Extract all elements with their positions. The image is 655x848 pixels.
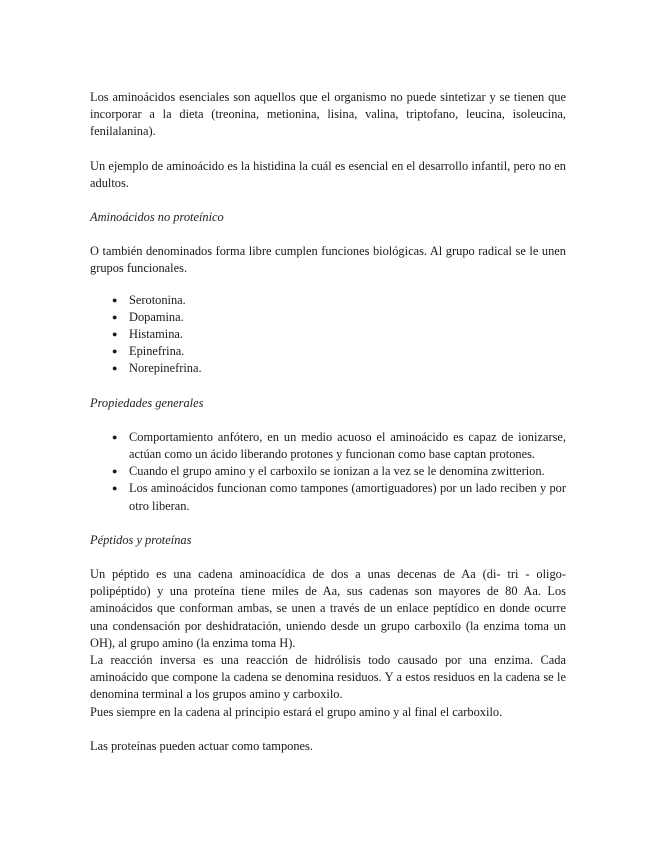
bullet-icon: ●: [112, 329, 118, 340]
list-item: ● Epinefrina.: [90, 343, 566, 360]
list-item: ● Dopamina.: [90, 309, 566, 326]
bullet-icon: ●: [112, 431, 118, 442]
paragraph-chain-order: Pues siempre en la cadena al principio estará el grupo amino y al final el carboxilo.: [90, 704, 503, 719]
heading-peptides-proteins: Péptidos y proteínas: [90, 532, 192, 547]
list-item: ● Los aminoácidos funcionan como tampones (amortiguadores) por un lado reciben y por otro liberan.: [112, 481, 566, 513]
paragraph-peptide-definition: Un péptido es una cadena aminoacídica de dos a unas decenas de Aa (di- tri - oligo- polipéptido) y una proteína tiene miles de Aa, sus cadenas son mayores de 80 Aa. Los aminoácidos que conforman ambas, se unen a través de un enlace peptídico en donde ocurre una condensación por deshidratación, uniendo desde un grupo carboxilo (la enzima toma un OH), al grupo amino (la enzima toma H).: [90, 567, 566, 650]
list-item: ● Comportamiento anfótero, en un medio acuoso el aminoácido es capaz de ionizarse, actúan como un ácido liberando protones y funcionan como base captan protones.: [112, 429, 566, 462]
document-page: [90, 89, 566, 755]
paragraph-histidine-example: Un ejemplo de aminoácido es la histidina la cuál es esencial en el desarrollo infantil, pero no en adultos.: [90, 158, 566, 190]
paragraph-hydrolysis: La reacción inversa es una reacción de hidrólisis todo causado por una enzima. Cada aminoácido que compone la cadena se denomina residuos. Y a estos residuos en la cadena se le denomina terminal a los grupos amino y carboxilo.: [90, 653, 566, 702]
paragraph-free-form: O también denominados forma libre cumplen funciones biológicas. Al grupo radical se le unen grupos funcionales.: [90, 244, 566, 276]
list-item: ● Histamina.: [90, 326, 566, 343]
paragraph-essential-amino-acids: Los aminoácidos esenciales son aquellos que el organismo no puede sintetizar y se tienen que incorporar a la dieta (treonina, metionina, lisina, valina, triptofano, leucina, isoleucina, fenilalanina).: [90, 90, 566, 139]
paragraph-proteins-buffers: Las proteínas pueden actuar como tampones.: [90, 738, 313, 753]
list-general-properties: [90, 429, 566, 515]
bullet-icon: ●: [112, 346, 118, 357]
bullet-icon: ●: [112, 483, 118, 494]
bullet-icon: ●: [112, 466, 118, 477]
list-item: ● Serotonina.: [90, 292, 566, 309]
list-item: ● Cuando el grupo amino y el carboxilo se ionizan a la vez se le denomina zwitterion.: [90, 463, 566, 480]
bullet-icon: ●: [112, 363, 118, 374]
heading-general-properties: Propiedades generales: [90, 395, 204, 410]
heading-non-protein-amino-acids: Aminoácidos no proteínico: [90, 210, 224, 225]
list-non-protein-amino-acids: [90, 292, 566, 378]
bullet-icon: ●: [112, 311, 118, 322]
list-item: ● Norepinefrina.: [90, 360, 566, 377]
bullet-icon: ●: [112, 294, 118, 305]
